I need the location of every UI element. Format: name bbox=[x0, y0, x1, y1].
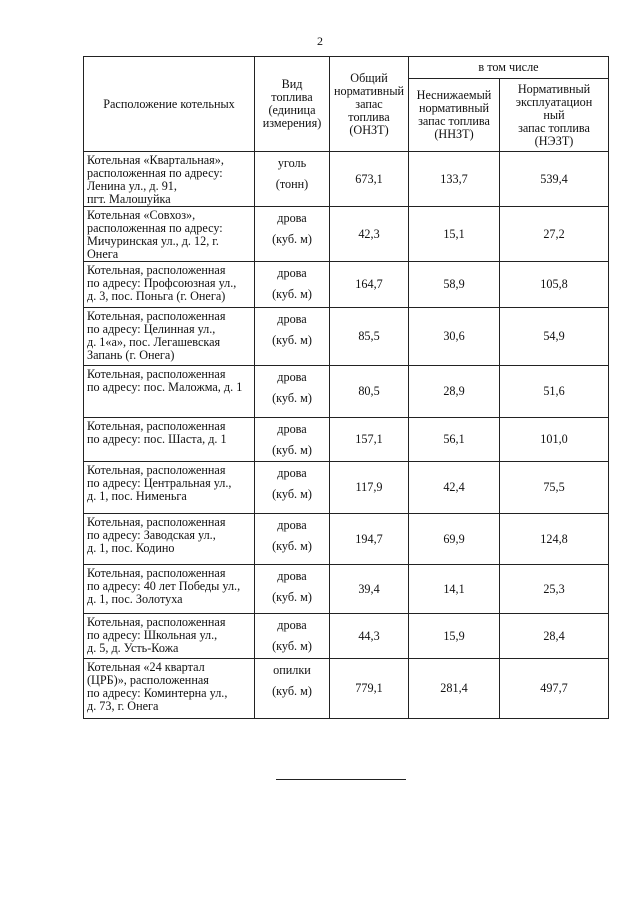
fuel-type: дрова bbox=[277, 422, 307, 436]
boiler-location: Котельная, расположенная по адресу: Заводская ул., д. 1, пос. Кодино bbox=[84, 514, 255, 565]
total-reserve-value: 39,4 bbox=[330, 565, 409, 614]
table-row bbox=[84, 462, 609, 514]
fuel-type: опилки bbox=[273, 663, 311, 677]
fuel-unit: (куб. м) bbox=[272, 232, 312, 246]
fuel-type: дрова bbox=[277, 266, 307, 280]
nezt-value: 497,7 bbox=[500, 659, 609, 719]
nezt-value: 124,8 bbox=[500, 514, 609, 565]
fuel-type: дрова bbox=[277, 211, 307, 225]
fuel-type-cell bbox=[255, 207, 330, 262]
nnzt-value: 28,9 bbox=[409, 366, 500, 418]
total-reserve-value: 164,7 bbox=[330, 262, 409, 308]
table-row bbox=[84, 207, 609, 262]
fuel-type-cell bbox=[255, 565, 330, 614]
nnzt-value: 69,9 bbox=[409, 514, 500, 565]
boiler-location: Котельная «Квартальная», расположенная по адресу: Ленина ул., д. 91, пгт. Малошуйка bbox=[84, 152, 255, 207]
nezt-value: 75,5 bbox=[500, 462, 609, 514]
nnzt-value: 15,9 bbox=[409, 614, 500, 659]
boiler-location: Котельная, расположенная по адресу: Школьная ул., д. 5, д. Усть-Кожа bbox=[84, 614, 255, 659]
fuel-unit: (куб. м) bbox=[272, 639, 312, 653]
fuel-unit: (куб. м) bbox=[272, 487, 312, 501]
fuel-type: дрова bbox=[277, 466, 307, 480]
fuel-unit: (куб. м) bbox=[272, 391, 312, 405]
header-location: Расположение котельных bbox=[84, 57, 255, 152]
fuel-type-cell bbox=[255, 366, 330, 418]
boiler-location: Котельная, расположенная по адресу: пос. Шаста, д. 1 bbox=[84, 418, 255, 462]
fuel-type-cell bbox=[255, 659, 330, 719]
total-reserve-value: 44,3 bbox=[330, 614, 409, 659]
nnzt-value: 42,4 bbox=[409, 462, 500, 514]
boiler-location: Котельная, расположенная по адресу: Профсоюзная ул., д. 3, пос. Поньга (г. Онега) bbox=[84, 262, 255, 308]
nezt-value: 54,9 bbox=[500, 308, 609, 366]
fuel-type: дрова bbox=[277, 569, 307, 583]
boiler-location: Котельная «24 квартал (ЦРБ)», расположенная по адресу: Коминтерна ул., д. 73, г. Онега bbox=[84, 659, 255, 719]
fuel-unit: (куб. м) bbox=[272, 333, 312, 347]
header-nezt: Нормативный эксплуатацион ный запас топлива (НЭЗТ) bbox=[500, 79, 609, 152]
fuel-type-cell bbox=[255, 308, 330, 366]
fuel-unit: (тонн) bbox=[275, 177, 309, 191]
fuel-unit: (куб. м) bbox=[272, 684, 312, 698]
header-including: в том числе bbox=[409, 57, 609, 79]
nnzt-value: 15,1 bbox=[409, 207, 500, 262]
total-reserve-value: 85,5 bbox=[330, 308, 409, 366]
fuel-unit: (куб. м) bbox=[272, 443, 312, 457]
table-row bbox=[84, 262, 609, 308]
header-fuel-type: Вид топлива (единица измерения) bbox=[255, 57, 330, 152]
nezt-value: 51,6 bbox=[500, 366, 609, 418]
total-reserve-value: 117,9 bbox=[330, 462, 409, 514]
header-total-onzt: Общий нормативный запас топлива (ОНЗТ) bbox=[330, 57, 409, 152]
boiler-location: Котельная, расположенная по адресу: Целинная ул., д. 1«а», пос. Легашевская Запань (г. Онега) bbox=[84, 308, 255, 366]
nezt-value: 25,3 bbox=[500, 565, 609, 614]
nezt-value: 28,4 bbox=[500, 614, 609, 659]
boiler-location: Котельная «Совхоз», расположенная по адресу: Мичуринская ул., д. 12, г. Онега bbox=[84, 207, 255, 262]
page-number: 2 bbox=[317, 34, 323, 48]
fuel-type: дрова bbox=[277, 518, 307, 532]
table-row bbox=[84, 152, 609, 207]
closing-separator-line bbox=[276, 779, 406, 780]
fuel-type: дрова bbox=[277, 370, 307, 384]
fuel-type-cell bbox=[255, 614, 330, 659]
fuel-type-cell bbox=[255, 262, 330, 308]
table-row bbox=[84, 514, 609, 565]
fuel-type-cell bbox=[255, 514, 330, 565]
total-reserve-value: 42,3 bbox=[330, 207, 409, 262]
nnzt-value: 281,4 bbox=[409, 659, 500, 719]
fuel-type-cell bbox=[255, 152, 330, 207]
fuel-type: уголь bbox=[277, 156, 307, 170]
nezt-value: 101,0 bbox=[500, 418, 609, 462]
nezt-value: 27,2 bbox=[500, 207, 609, 262]
total-reserve-value: 194,7 bbox=[330, 514, 409, 565]
nezt-value: 105,8 bbox=[500, 262, 609, 308]
table-row bbox=[84, 614, 609, 659]
nnzt-value: 14,1 bbox=[409, 565, 500, 614]
boiler-location: Котельная, расположенная по адресу: пос. Маложма, д. 1 bbox=[84, 366, 255, 418]
nnzt-value: 58,9 bbox=[409, 262, 500, 308]
fuel-unit: (куб. м) bbox=[272, 539, 312, 553]
fuel-type-cell bbox=[255, 418, 330, 462]
table-row bbox=[84, 366, 609, 418]
nezt-value: 539,4 bbox=[500, 152, 609, 207]
total-reserve-value: 157,1 bbox=[330, 418, 409, 462]
boiler-location: Котельная, расположенная по адресу: 40 лет Победы ул., д. 1, пос. Золотуха bbox=[84, 565, 255, 614]
table-row bbox=[84, 308, 609, 366]
nnzt-value: 30,6 bbox=[409, 308, 500, 366]
total-reserve-value: 673,1 bbox=[330, 152, 409, 207]
nnzt-value: 133,7 bbox=[409, 152, 500, 207]
header-nnzt: Неснижаемый нормативный запас топлива (ННЗТ) bbox=[409, 79, 500, 152]
boiler-location: Котельная, расположенная по адресу: Центральная ул., д. 1, пос. Нименьга bbox=[84, 462, 255, 514]
total-reserve-value: 779,1 bbox=[330, 659, 409, 719]
fuel-reserve-table bbox=[83, 56, 609, 719]
table-row bbox=[84, 659, 609, 719]
fuel-type: дрова bbox=[277, 618, 307, 632]
fuel-type: дрова bbox=[277, 312, 307, 326]
nnzt-value: 56,1 bbox=[409, 418, 500, 462]
fuel-unit: (куб. м) bbox=[272, 287, 312, 301]
fuel-unit: (куб. м) bbox=[272, 590, 312, 604]
table-row bbox=[84, 418, 609, 462]
table-row bbox=[84, 565, 609, 614]
total-reserve-value: 80,5 bbox=[330, 366, 409, 418]
fuel-type-cell bbox=[255, 462, 330, 514]
